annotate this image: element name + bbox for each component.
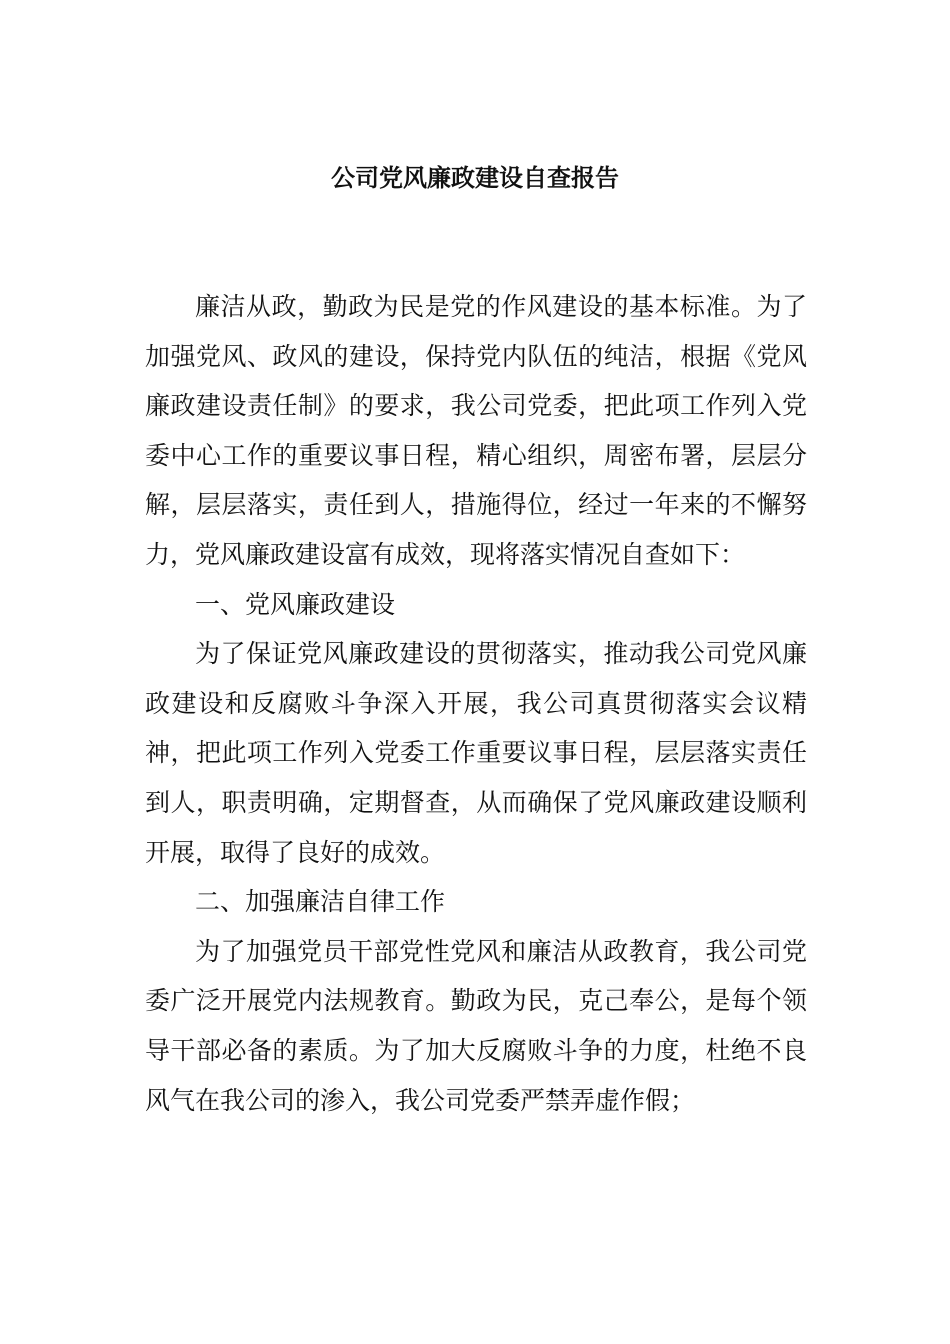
document-title: 公司党风廉政建设自查报告 — [331, 164, 619, 192]
paragraph-intro: 廉洁从政，勤政为民是党的作风建设的基本标准。为了加强党风、政风的建设，保持党内队伍的纯洁，根据《党风廉政建设责任制》的要求，我公司党委，把此项工作列入党委中心工作的重要议事日程，精心组织，周密布署，层层分解，层层落实，责任到人，措施得位，经过一年来的不懈努力，党风廉政建设富有成效，现将落实情况自查如下： — [145, 292, 807, 569]
section-heading-1: 一、党风廉政建设 — [195, 589, 396, 619]
document-body — [145, 282, 807, 1125]
paragraph-section-2: 为了加强党员干部党性党风和廉洁从政教育，我公司党委广泛开展党内法规教育。勤政为民，克己奉公，是每个领导干部必备的素质。为了加大反腐败斗争的力度，杜绝不良风气在我公司的渗入，我公司党委严禁弄虚作假； — [145, 936, 807, 1115]
paragraph-section-1: 为了保证党风廉政建设的贯彻落实，推动我公司党风廉政建设和反腐败斗争深入开展，我公司真贯彻落实会议精神，把此项工作列入党委工作重要议事日程，层层落实责任到人，职责明确，定期督查，从而确保了党风廉政建设顺利开展，取得了良好的成效。 — [145, 639, 807, 867]
section-heading-2: 二、加强廉洁自律工作 — [195, 887, 446, 917]
